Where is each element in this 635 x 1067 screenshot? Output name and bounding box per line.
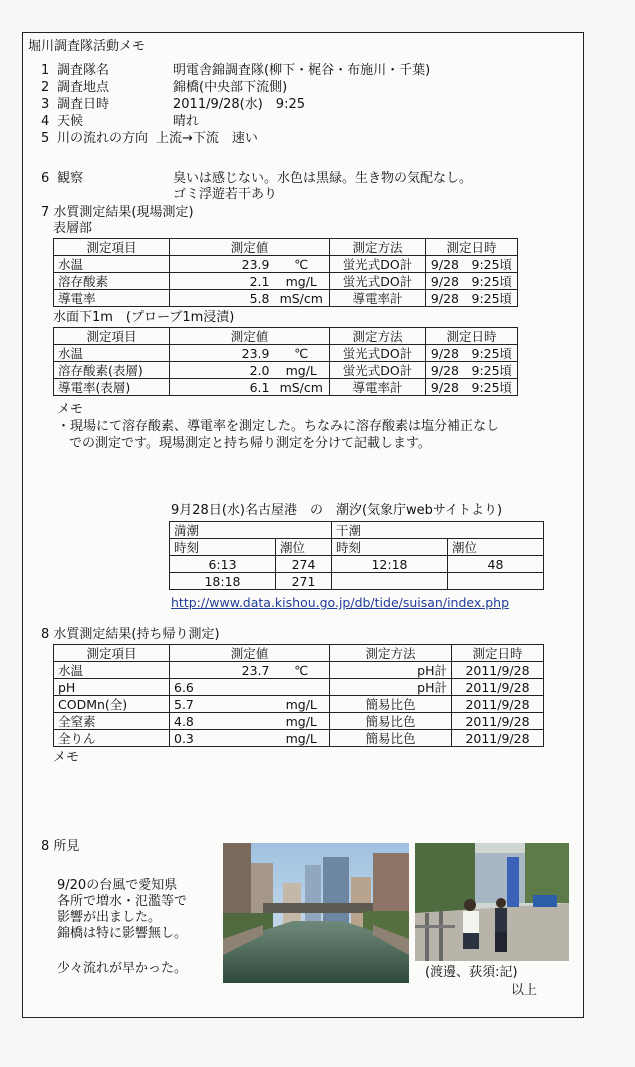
findings-end: 以上 xyxy=(511,983,538,998)
tide-caption: 9月28日(水)名古屋港 の 潮汐(気象庁webサイトより) xyxy=(171,503,503,518)
cell-method: 蛍光式DO計 xyxy=(330,273,426,290)
cell-unit: ℃ xyxy=(274,345,330,362)
info-value-weather: 晴れ xyxy=(173,114,200,129)
tide-group-row xyxy=(170,522,544,539)
header-value: 測定値 xyxy=(170,645,330,662)
cell-method: 蛍光式DO計 xyxy=(330,345,426,362)
cell-value: 23.7 xyxy=(170,662,274,679)
cell-date: 9/28 9:25頃 xyxy=(426,379,518,396)
document-title: 堀川調査隊活動メモ xyxy=(28,39,146,54)
info-no-5: 5 xyxy=(41,131,50,146)
cell-value: 6.1 xyxy=(170,379,274,396)
info-value-team: 明電舎錦調査隊(柳下・梶谷・布施川・千葉) xyxy=(173,63,431,78)
info-label-team: 調査隊名 xyxy=(57,63,110,78)
cell-date: 2011/9/28 xyxy=(452,679,544,696)
cell-item: 導電率(表層) xyxy=(54,379,170,396)
findings-line-4: 錦橋は特に影響無し。 xyxy=(57,926,188,941)
header-item: 測定項目 xyxy=(54,645,170,662)
table-row xyxy=(54,362,518,379)
info-no-3: 3 xyxy=(41,97,50,112)
cell-unit: ℃ xyxy=(274,662,330,679)
under-label: 水面下1m (プローブ1m浸漬) xyxy=(53,310,235,325)
cell-value: 6.6 xyxy=(170,679,274,696)
info-no-2: 2 xyxy=(41,80,50,95)
tide-cell: 274 xyxy=(276,556,332,573)
tide-cell: 18:18 xyxy=(170,573,276,590)
info-value-location: 錦橋(中央部下流側) xyxy=(173,80,288,95)
findings-credit: (渡邊、荻須:記) xyxy=(425,965,518,980)
cell-date: 2011/9/28 xyxy=(452,730,544,747)
cell-method: 導電率計 xyxy=(330,290,426,307)
section8-memo-label: メモ xyxy=(53,750,80,765)
cell-unit: mg/L xyxy=(274,696,330,713)
cell-value: 5.8 xyxy=(170,290,274,307)
table-row xyxy=(54,290,518,307)
obs-line-2: ゴミ浮遊若干あり xyxy=(173,187,278,202)
cell-unit: mS/cm xyxy=(274,290,330,307)
cell-value: 5.7 xyxy=(170,696,274,713)
table-header-row xyxy=(54,239,518,256)
obs-label: 観察 xyxy=(57,171,84,186)
cell-item: 全窒素 xyxy=(54,713,170,730)
tide-high-level-header: 潮位 xyxy=(276,539,332,556)
tide-source-link[interactable]: http://www.data.kishou.go.jp/db/tide/suisan/index.php xyxy=(171,595,510,610)
info-label-flow: 川の流れの方向 xyxy=(57,131,149,146)
cell-date: 9/28 9:25頃 xyxy=(426,345,518,362)
findings-line-3: 影響が出ました。 xyxy=(57,910,162,925)
cell-unit: mg/L xyxy=(274,730,330,747)
tide-cell xyxy=(332,573,448,590)
cell-unit: mg/L xyxy=(274,362,330,379)
surface-table xyxy=(53,238,518,307)
table-row xyxy=(54,379,518,396)
tide-cell: 12:18 xyxy=(332,556,448,573)
tide-cell xyxy=(448,573,544,590)
findings-line-1: 9/20の台風で愛知県 xyxy=(57,878,178,893)
team-photo xyxy=(415,843,569,961)
table-row xyxy=(170,556,544,573)
cell-value: 2.1 xyxy=(170,273,274,290)
findings-heading: 8 所見 xyxy=(41,839,80,854)
cell-date: 9/28 9:25頃 xyxy=(426,273,518,290)
header-item: 測定項目 xyxy=(54,239,170,256)
info-label-datetime: 調査日時 xyxy=(57,97,110,112)
table-row xyxy=(54,345,518,362)
cell-item: 溶存酸素(表層) xyxy=(54,362,170,379)
header-method: 測定方法 xyxy=(330,239,426,256)
cell-method: 導電率計 xyxy=(330,379,426,396)
cell-value: 0.3 xyxy=(170,730,274,747)
cell-item: CODMn(全) xyxy=(54,696,170,713)
tide-low-level-header: 潮位 xyxy=(448,539,544,556)
info-value-flow: 上流→下流 速い xyxy=(156,131,258,146)
header-date: 測定日時 xyxy=(452,645,544,662)
tide-header-row xyxy=(170,539,544,556)
cell-unit: mg/L xyxy=(274,273,330,290)
header-date: 測定日時 xyxy=(426,239,518,256)
header-date: 測定日時 xyxy=(426,328,518,345)
table-row xyxy=(170,573,544,590)
tide-low-time-header: 時刻 xyxy=(332,539,448,556)
cell-item: 全りん xyxy=(54,730,170,747)
cell-date: 2011/9/28 xyxy=(452,713,544,730)
info-value-datetime: 2011/9/28(水) 9:25 xyxy=(173,97,305,112)
cell-unit xyxy=(274,679,330,696)
findings-line-2: 各所で増水・氾濫等で xyxy=(57,894,188,909)
cell-date: 9/28 9:25頃 xyxy=(426,290,518,307)
header-value: 測定値 xyxy=(170,239,330,256)
section7-memo-line-2: での測定です。現場測定と持ち帰り測定を分けて記載します。 xyxy=(69,436,431,451)
obs-line-1: 臭いは感じない。水色は黒緑。生き物の気配なし。 xyxy=(173,171,473,186)
cell-item: 水温 xyxy=(54,256,170,273)
tide-cell: 6:13 xyxy=(170,556,276,573)
lab-table xyxy=(53,644,544,747)
cell-unit: ℃ xyxy=(274,256,330,273)
table-row xyxy=(54,256,518,273)
info-no-1: 1 xyxy=(41,63,50,78)
header-method: 測定方法 xyxy=(330,645,452,662)
cell-method: 蛍光式DO計 xyxy=(330,256,426,273)
table-header-row xyxy=(54,645,544,662)
cell-method: pH計 xyxy=(330,679,452,696)
cell-item: 導電率 xyxy=(54,290,170,307)
river-photo xyxy=(223,843,409,983)
obs-no: 6 xyxy=(41,171,50,186)
under-table xyxy=(53,327,518,396)
header-method: 測定方法 xyxy=(330,328,426,345)
info-no-4: 4 xyxy=(41,114,50,129)
cell-method: 簡易比色 xyxy=(330,730,452,747)
tide-cell: 271 xyxy=(276,573,332,590)
tide-table xyxy=(169,521,544,590)
cell-date: 2011/9/28 xyxy=(452,696,544,713)
cell-item: 水温 xyxy=(54,345,170,362)
findings-line-5: 少々流れが早かった。 xyxy=(57,961,188,976)
info-label-weather: 天候 xyxy=(57,114,84,129)
cell-value: 4.8 xyxy=(170,713,274,730)
cell-value: 23.9 xyxy=(170,345,274,362)
header-item: 測定項目 xyxy=(54,328,170,345)
cell-unit: mS/cm xyxy=(274,379,330,396)
section8-heading: 8 水質測定結果(持ち帰り測定) xyxy=(41,627,220,642)
info-label-location: 調査地点 xyxy=(57,80,110,95)
memo-sheet xyxy=(22,32,584,1018)
table-row xyxy=(54,662,544,679)
cell-item: 水温 xyxy=(54,662,170,679)
section7-heading: 7 水質測定結果(現場測定) xyxy=(41,205,194,220)
tide-low-label: 干潮 xyxy=(332,522,544,539)
cell-unit: mg/L xyxy=(274,713,330,730)
table-row xyxy=(54,713,544,730)
cell-method: 簡易比色 xyxy=(330,696,452,713)
cell-item: pH xyxy=(54,679,170,696)
tide-high-label: 満潮 xyxy=(170,522,332,539)
table-row xyxy=(54,273,518,290)
section7-memo-line-1: ・現場にて溶存酸素、導電率を測定した。ちなみに溶存酸素は塩分補正なし xyxy=(57,419,500,434)
table-row xyxy=(54,679,544,696)
cell-method: pH計 xyxy=(330,662,452,679)
cell-date: 9/28 9:25頃 xyxy=(426,256,518,273)
cell-item: 溶存酸素 xyxy=(54,273,170,290)
table-header-row xyxy=(54,328,518,345)
surface-label: 表層部 xyxy=(53,221,93,236)
table-row xyxy=(54,696,544,713)
cell-value: 23.9 xyxy=(170,256,274,273)
cell-date: 9/28 9:25頃 xyxy=(426,362,518,379)
section7-memo-label: メモ xyxy=(57,402,84,417)
cell-method: 簡易比色 xyxy=(330,713,452,730)
tide-high-time-header: 時刻 xyxy=(170,539,276,556)
tide-cell: 48 xyxy=(448,556,544,573)
table-row xyxy=(54,730,544,747)
cell-date: 2011/9/28 xyxy=(452,662,544,679)
cell-method: 蛍光式DO計 xyxy=(330,362,426,379)
cell-value: 2.0 xyxy=(170,362,274,379)
header-value: 測定値 xyxy=(170,328,330,345)
